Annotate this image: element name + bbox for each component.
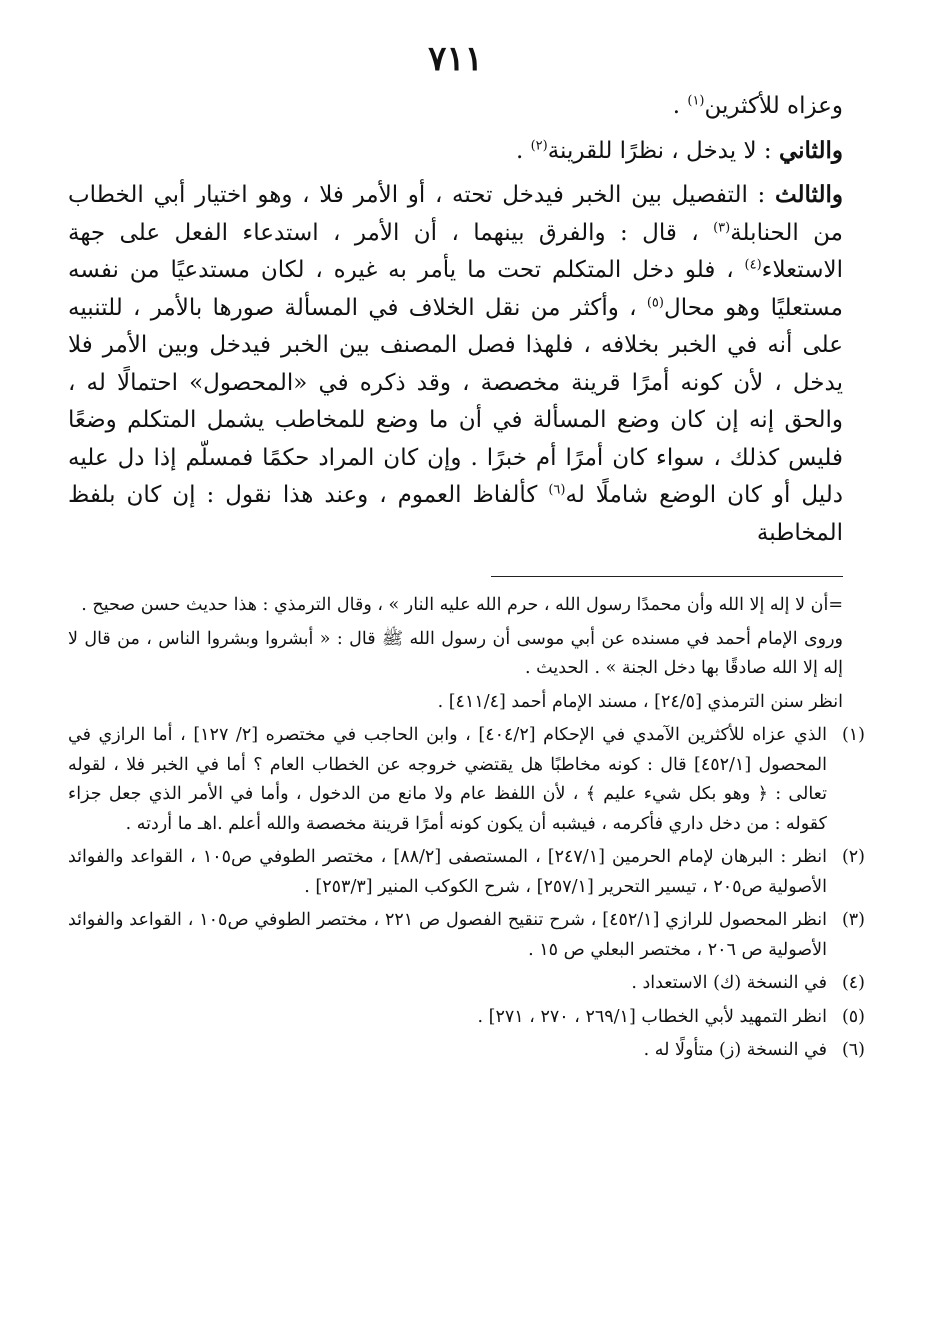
footnote-3-number: (٣) [841, 910, 865, 930]
footnote-4-text: في النسخة (ك) الاستعداد . [631, 973, 827, 993]
footnote-1 [68, 721, 865, 839]
footnote-ref-3[interactable]: (٣) [713, 219, 731, 235]
footnote-4-number: (٤) [841, 973, 865, 993]
main-text [68, 88, 843, 552]
footnote-6-number: (٦) [841, 1040, 865, 1060]
paragraph-3-text-d: ، وأكثر من نقل الخلاف في المسألة صورها بالأمر ، للتنبيه على أنه في الخبر بخلافه ، فلهذا فصل المصنف بين الخبر فيدخل وبين الأمر فلا يدخل ، لأن كونه أمرًا قرينة مخصصة ، وقد ذكره في «المحصول» احتمالًا له ، والحق إنه إن كان وضع المسألة في أن ما وضع للمخاطب يشمل المتكلم وضعًا فليس كذلك ، سواء كان أمرًا أم خبرًا . وإن كان المراد حكمًا فمسلّم إذا دل عليه دليل أو كان الوضع شاملًا له [68, 294, 843, 508]
paragraph-3-text-e: كألفاظ العموم ، وعند هذا نقول : إن كان بلفظ المخاطبة [68, 482, 843, 546]
footnote-5-number: (٥) [841, 1006, 865, 1027]
paragraph-3 [68, 176, 843, 552]
footnote-ref-4[interactable]: (٤) [744, 257, 762, 273]
footnote-2-number: (٢) [841, 847, 865, 867]
footnote-1-text: الذي عزاه للأكثرين الآمدي في الإحكام [٤٠٤/٢] ، وابن الحاجب في مختصره [٢/ ١٢٧] ، أما الرازي في المحصول [٤٥٢/١] قال : كونه مخاطبًا هل يقتضي خروجه عن الخطاب العام ؟ أما في الخبر فلا ، لقوله تعالى : ﴿ وهو بكل شيء عليم ﴾ ، لأن اللفظ عام ولا مانع من الدخول ، وأما في الأمر الذي جعل جزاء كقوله : من دخل داري فأكرمه ، فيشبه أن يكون كونه أمرًا قرينة مخصصة والله أعلم .اهـ ما أردته . [68, 725, 828, 834]
page-number: ٧١١ [428, 39, 483, 79]
footnote-continuation-1: =أن لا إله إلا الله وأن محمدًا رسول الله ، حرم الله عليه النار » ، وقال الترمذي : هذا حديث حسن صحيح . [81, 595, 843, 615]
footnote-6 [68, 1036, 865, 1066]
paragraph-3-text-c: ، فلو دخل المتكلم تحت ما يأمر به غيره ، لكان مستدعيًا من نفسه مستعليًا وهو محال [68, 257, 844, 321]
footnote-5-text: انظر التمهيد لأبي الخطاب [٢٦٩/١ ، ٢٧٠ ، ٢٧١] . [477, 1006, 827, 1027]
footnote-continuation [68, 591, 843, 717]
paragraph-1-text: وعزاه للأكثرين [704, 93, 843, 119]
footnote-3 [68, 906, 865, 965]
paragraph-1-end: . [672, 93, 688, 119]
footnote-2-text: انظر : البرهان لإمام الحرمين [٢٤٧/١] ، المستصفى [٨٨/٢] ، مختصر الطوفي ص١٠٥ ، القواعد والفوائد الأصولية ص٢٠٥ ، تيسير التحرير [٢٥٧/١] ، شرح الكوكب المنير [٢٥٣/٣] . [68, 847, 828, 897]
footnote-5 [68, 1003, 865, 1033]
footnotes [68, 591, 865, 1066]
footnote-ref-1[interactable]: (١) [687, 93, 705, 109]
footnote-3-text: انظر المحصول للرازي [٤٥٢/١] ، شرح تنقيح الفصول ص ٢٢١ ، مختصر الطوفي ص١٠٥ ، القواعد والفوائد الأصولية ص ٢٠٦ ، مختصر البعلي ص ١٥ . [68, 910, 828, 960]
paragraph-3-text-b: ، قال : والفرق بينهما ، أن الأمر ، استدعاء الفعل على جهة الاستعلاء [68, 219, 843, 283]
paragraph-2-lead: والثاني [778, 136, 843, 164]
footnote-4 [68, 969, 865, 999]
footnote-ref-6[interactable]: (٦) [548, 482, 566, 498]
footnote-ref-5[interactable]: (٥) [646, 294, 664, 310]
footnote-continuation-2: وروى الإمام أحمد في مسنده عن أبي موسى أن رسول الله ﷺ قال : « أبشروا وبشروا الناس ، من قال لا إله إلا الله صادقًا بها دخل الجنة » . الحديث . [68, 628, 843, 678]
footnote-divider [491, 576, 843, 577]
paragraph-3-text-a: : التفصيل بين الخبر فيدخل تحته ، أو الأمر فلا ، وهو اختيار أبي الخطاب من الحنابلة [68, 182, 843, 246]
footnote-continuation-3: انظر سنن الترمذي [٢٤/٥] ، مسند الإمام أحمد [٤١١/٤] . [437, 691, 843, 712]
paragraph-2-text: : لا يدخل ، نظرًا للقرينة [547, 137, 779, 164]
paragraph-2-end: . [515, 137, 531, 164]
paragraph-1 [68, 88, 843, 126]
paragraph-2 [68, 132, 843, 171]
footnote-ref-2[interactable]: (٢) [530, 137, 548, 153]
footnote-6-text: في النسخة (ز) متأولًا له . [643, 1040, 827, 1060]
footnote-1-number: (١) [841, 725, 865, 745]
footnote-2 [68, 843, 865, 902]
paragraph-3-lead: والثالث [774, 181, 843, 208]
